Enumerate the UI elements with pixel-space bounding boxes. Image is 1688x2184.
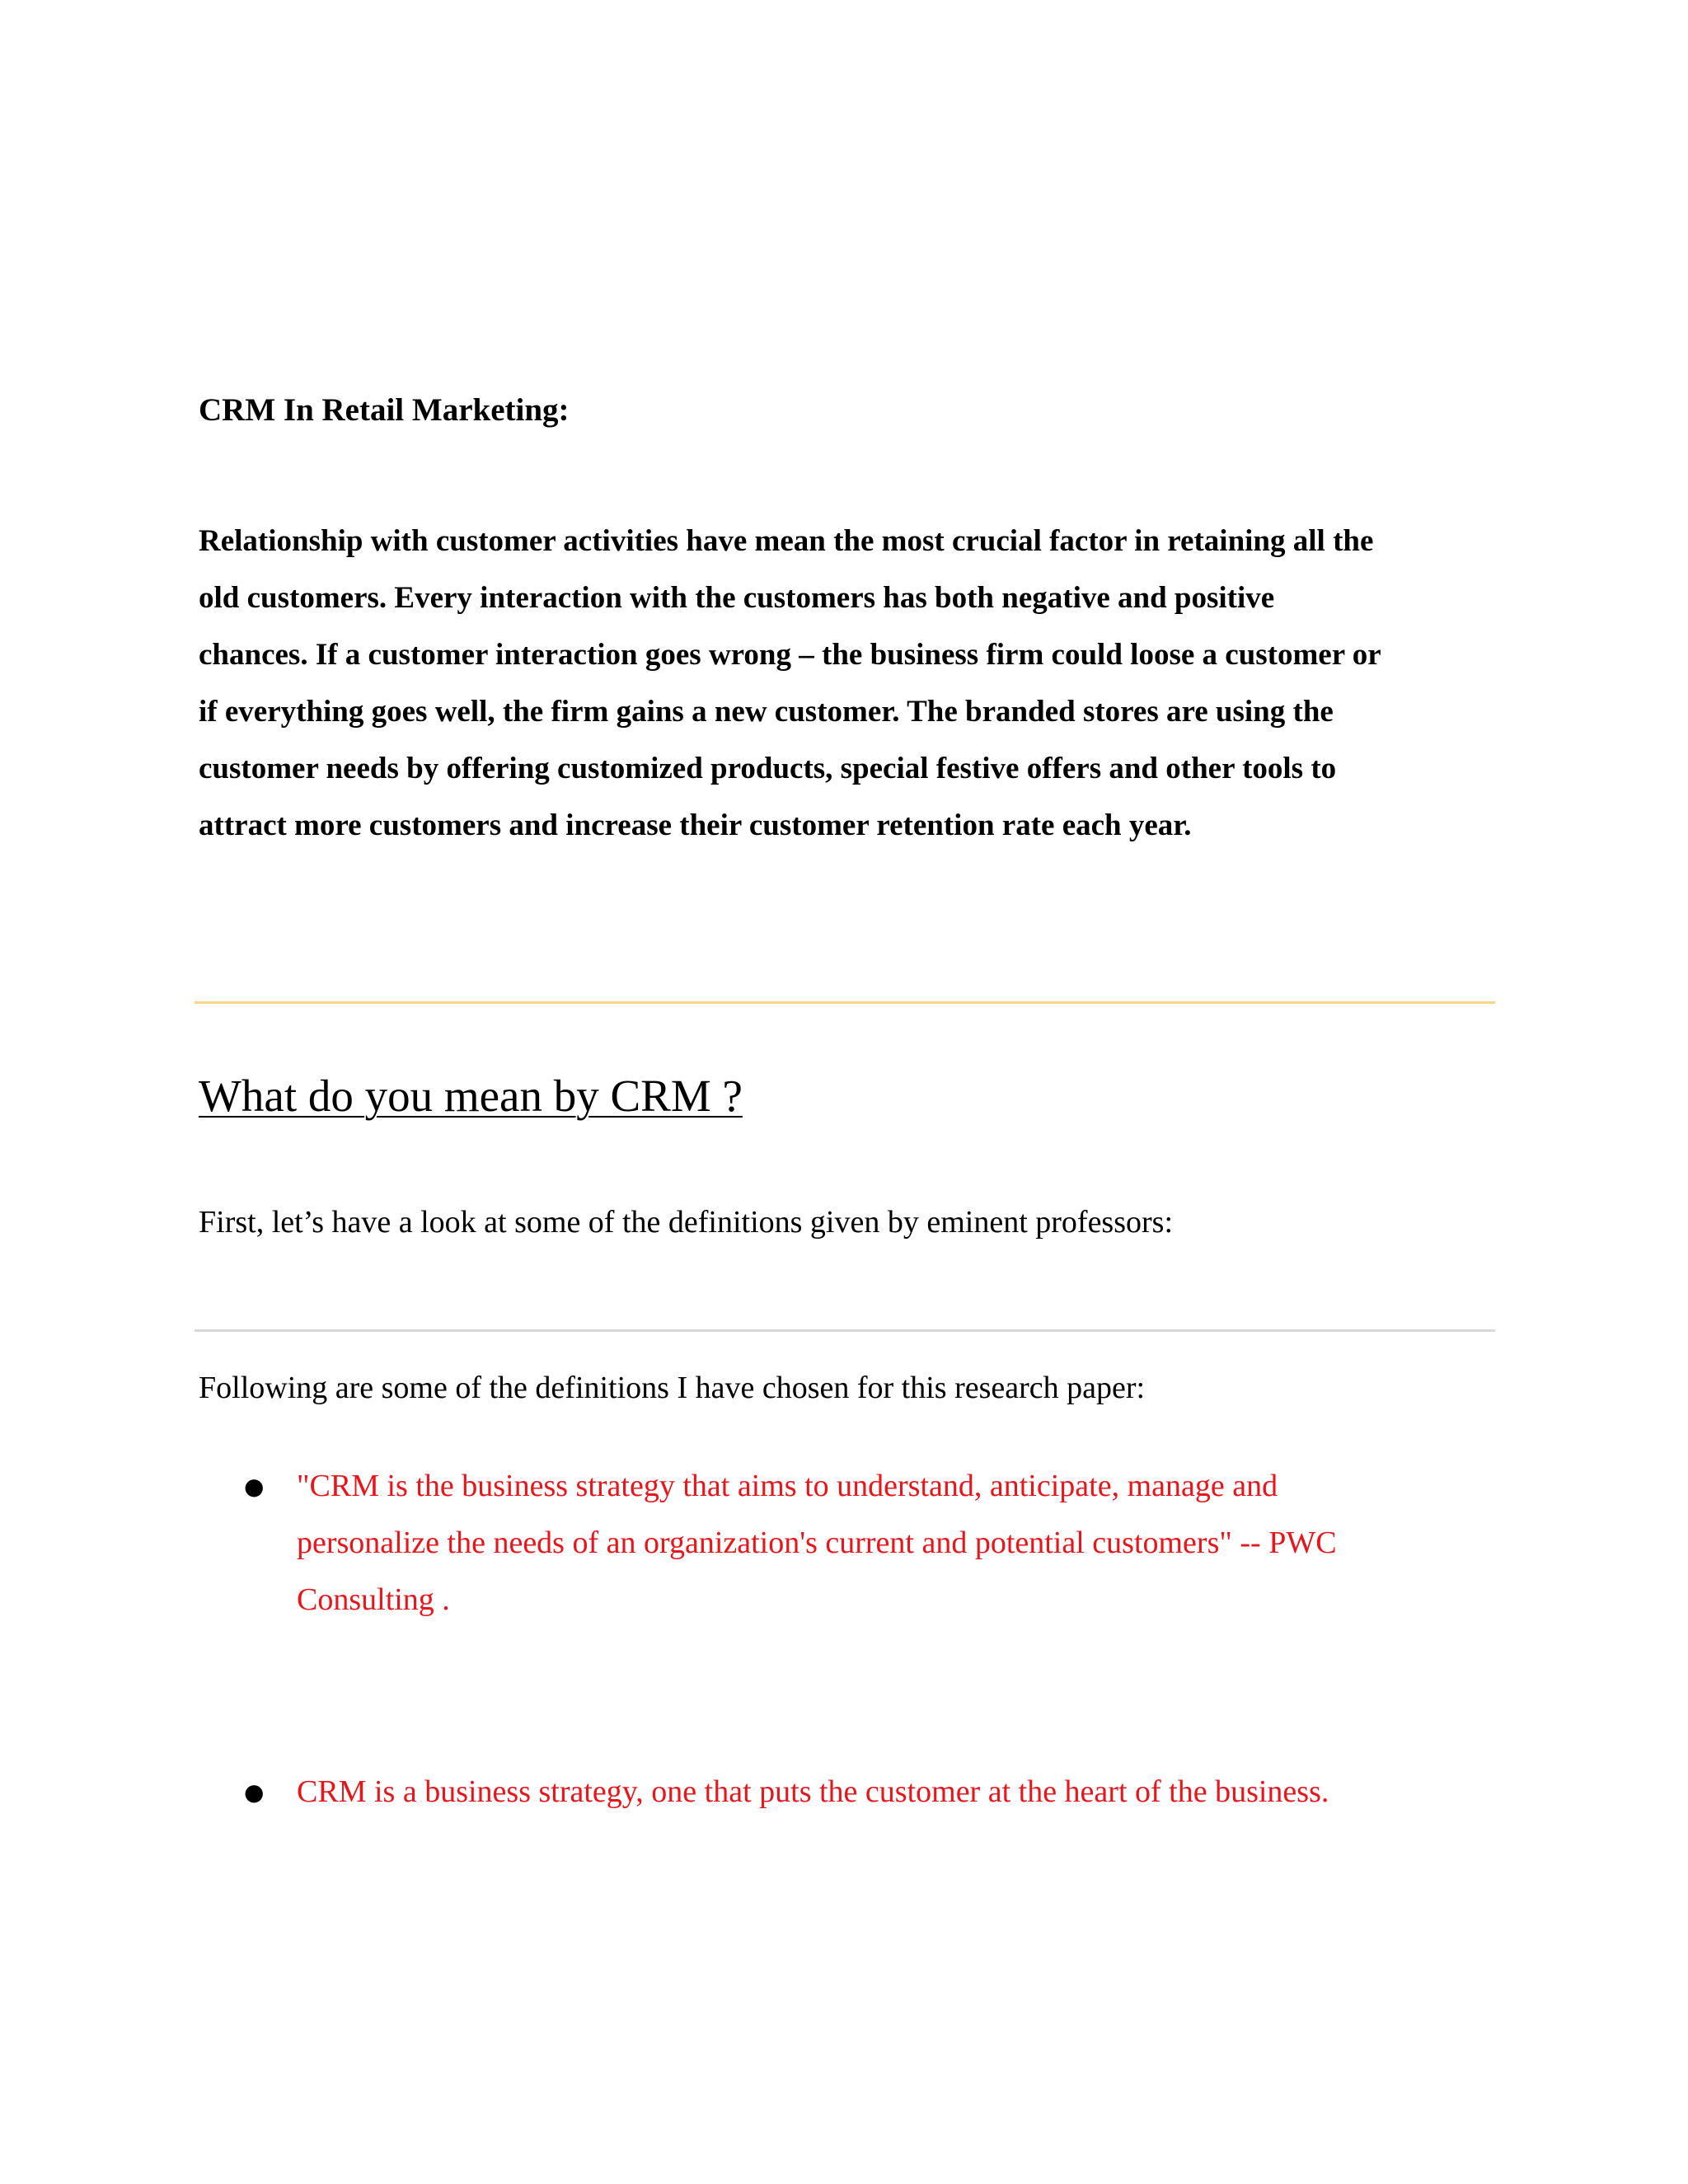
definition-line: Consulting . (297, 1582, 450, 1617)
definition-line: CRM is a business strategy, one that puts the customer at the heart of the business. (297, 1774, 1329, 1809)
bullet-icon: ● (244, 1473, 265, 1500)
retail-crm-heading: CRM In Retail Marketing: (199, 392, 570, 428)
definition-line: personalize the needs of an organization's current and potential customers" -- PWC (297, 1526, 1337, 1560)
definition-text (297, 1458, 1484, 1629)
gold-divider (195, 1001, 1495, 1004)
intro-line: if everything goes well, the firm gains a new customer. The branded stores are using the (199, 695, 1334, 729)
intro-paragraph (199, 513, 1501, 854)
following-paragraph: Following are some of the definitions I have chosen for this research paper: (199, 1371, 1146, 1405)
intro-line: chances. If a customer interaction goes wrong – the business firm could loose a customer or (199, 638, 1381, 672)
gray-divider (195, 1329, 1495, 1332)
intro-line: attract more customers and increase their customer retention rate each year. (199, 808, 1192, 842)
section-title: What do you mean by CRM ? (199, 1071, 743, 1121)
intro-line: customer needs by offering customized products, special festive offers and other tools to (199, 752, 1337, 785)
definitions-intro-paragraph: First, let’s have a look at some of the definitions given by eminent professors: (199, 1205, 1174, 1240)
intro-line: old customers. Every interaction with the customers has both negative and positive (199, 581, 1275, 615)
definition-line: "CRM is the business strategy that aims to understand, anticipate, manage and (297, 1469, 1278, 1503)
bullet-icon: ● (244, 1779, 265, 1806)
definition-text (297, 1764, 1484, 1821)
intro-line: Relationship with customer activities have mean the most crucial factor in retaining all the (199, 524, 1374, 558)
